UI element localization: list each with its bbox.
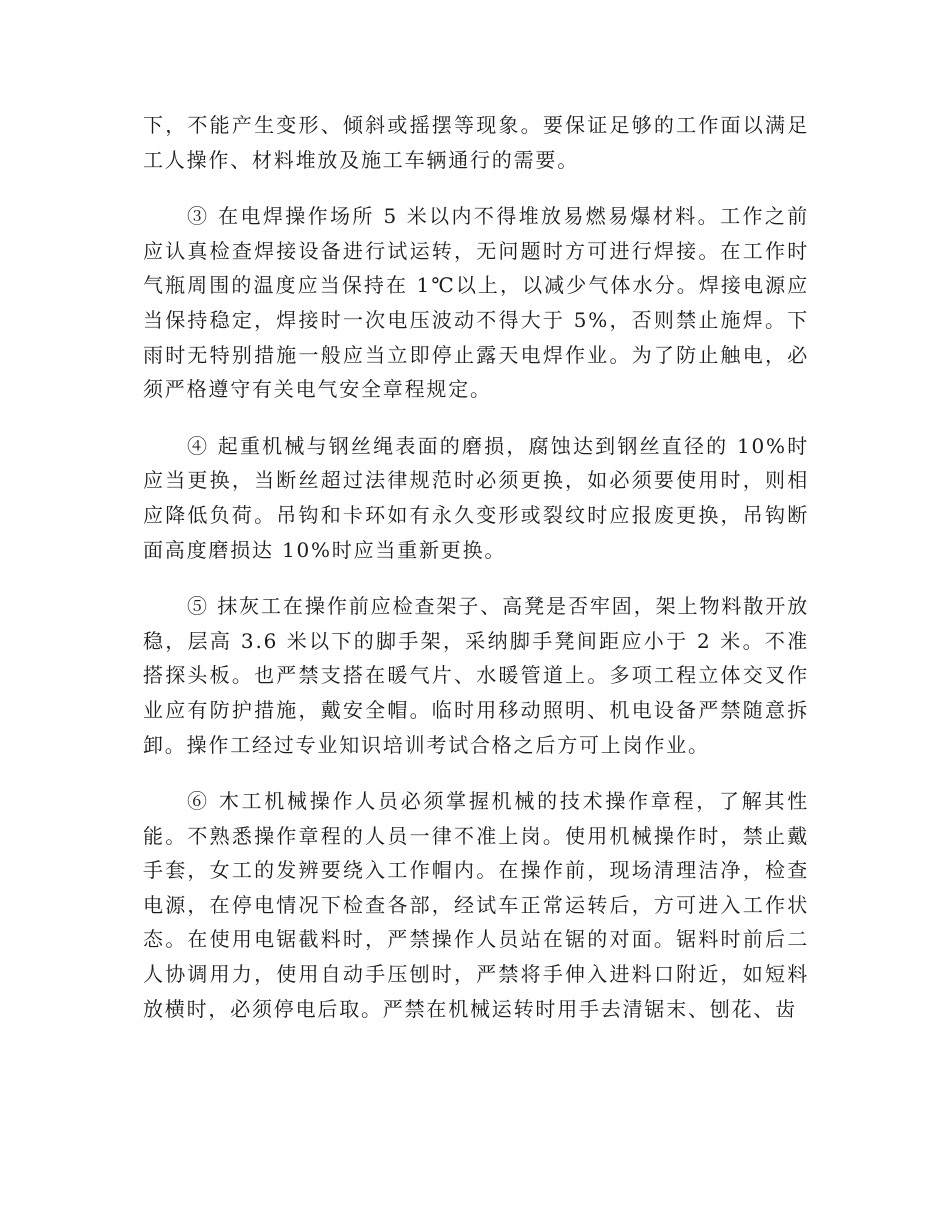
paragraph-item-6: ⑥ 木工机械操作人员必须掌握机械的技术操作章程，了解其性能。不熟悉操作章程的人员一律不准上岗。使用机械操作时，禁止戴手套，女工的发辨要绕入工作帽内。在操作前，现场清理洁净，检查电源，在停电情况下检查各部，经试车正常运转后，方可进入工作状态。在使用电锯截料时，严禁操作人员站在锯的对面。锯料时前后二人协调用力，使用自动手压刨时，严禁将手伸入进料口附近，如短料放横时，必须停电后取。严禁在机械运转时用手去清锯末、刨花、齿 — [143, 789, 809, 1021]
document-body — [143, 108, 809, 1048]
paragraph-item-5: ⑤ 抹灰工在操作前应检查架子、高凳是否牢固，架上物料散开放稳，层高 3.6 米以下的脚手架，采纳脚手凳间距应小于 2 米。不准搭探头板。也严禁支搭在暖气片、水暖管道上。多项工程立体交叉作业应有防护措施，戴安全帽。临时用移动照明、机电设备严禁随意拆卸。操作工经过专业知识培训考试合格之后方可上岗作业。 — [143, 594, 809, 757]
paragraph-1: 下，不能产生变形、倾斜或摇摆等现象。要保证足够的工作面以满足工人操作、材料堆放及施工车辆通行的需要。 — [143, 113, 809, 172]
paragraph-item-4: ④ 起重机械与钢丝绳表面的磨损，腐蚀达到钢丝直径的 10%时应当更换，当断丝超过法律规范时必须更换，如必须要使用时，则相应降低负荷。吊钩和卡环如有永久变形或裂纹时应报废更换，吊钩断面高度磨损达 10%时应当重新更换。 — [143, 433, 809, 562]
paragraph-item-3: ③ 在电焊操作场所 5 米以内不得堆放易燃易爆材料。工作之前应认真检查焊接设备进行试运转，无问题时方可进行焊接。在工作时气瓶周围的温度应当保持在 1℃以上，以减少气体水分。焊接电源应当保持稳定，焊接时一次电压波动不得大于 5%，否则禁止施焊。下雨时无特别措施一般应当立即停止露天电焊作业。为了防止触电，必须严格遵守有关电气安全章程规定。 — [143, 204, 809, 402]
